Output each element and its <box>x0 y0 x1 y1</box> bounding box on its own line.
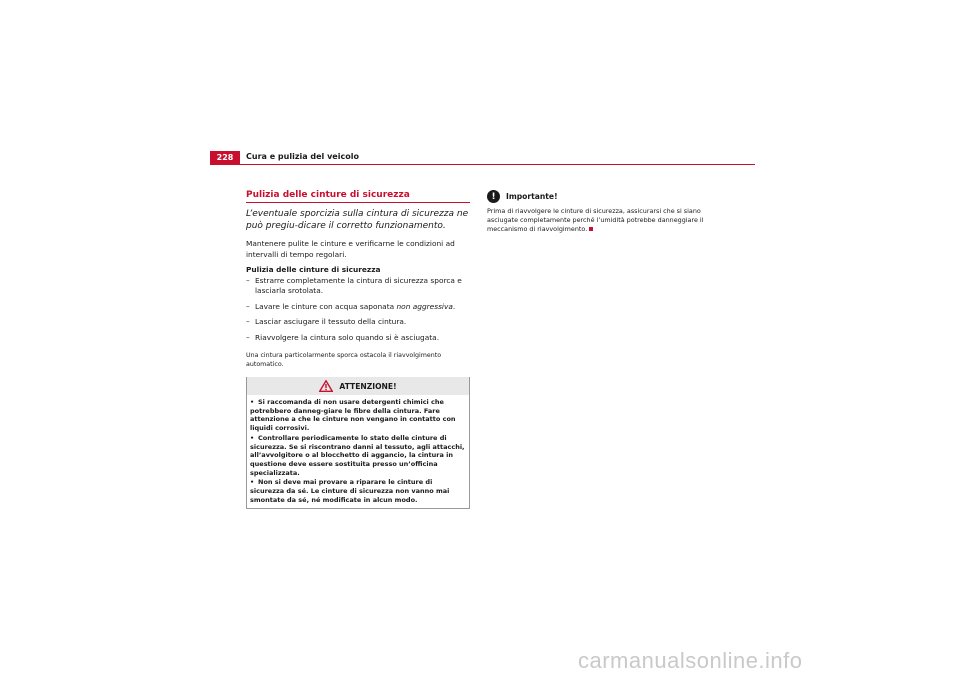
right-column <box>487 190 719 234</box>
important-text: Prima di riavvolgere le cinture di sicurezza, assicurarsi che si siano asciugate completamente perché l’umidità potrebbe danneggiare il meccanismo di riavvolgimento. <box>487 207 704 233</box>
section-title: Pulizia delle cinture di sicurezza <box>246 190 410 200</box>
step-text: Riavvolgere la cintura solo quando si è asciugata. <box>255 332 440 342</box>
subheading: Pulizia delle cinture di sicurezza <box>246 265 381 274</box>
warning-triangle-icon <box>319 380 333 392</box>
header-rule <box>210 164 755 165</box>
important-title: Importante! <box>506 192 558 201</box>
bullet-icon: • <box>250 433 255 442</box>
step-text: Lavare le cinture con acqua saponata non aggressiva. <box>255 301 456 311</box>
warning-box <box>246 377 470 509</box>
important-header <box>487 190 719 203</box>
watermark: carmanualsonline.info <box>578 648 803 673</box>
warning-item: • Si raccomanda di non usare detergenti chimici che potrebbero danneg-giare le fibre della cintura. Fare attenzione a che le cinture non vengano in contatto con liquidi corrosivi. <box>250 398 456 433</box>
step-item <box>246 302 470 313</box>
end-mark-icon <box>589 227 593 231</box>
step-item <box>246 333 470 344</box>
note-text: Una cintura particolarmente sporca ostacola il riavvolgimento automatico. <box>246 352 442 368</box>
intro-paragraph: Mantenere pulite le cinture e verificarne le condizioni ad intervalli di tempo regolari. <box>246 239 455 259</box>
running-title: Cura e pulizia del veicolo <box>246 152 359 161</box>
warning-item: • Controllare periodicamente lo stato delle cinture di sicurezza. Se si riscontrano danni al tessuto, agli attacchi, all’avvolgitore o al blocchetto di aggancio, la cintura in questione deve essere sostituita presso un’officina specializzata. <box>250 433 465 477</box>
step-dash: – <box>246 317 250 326</box>
step-text: Lasciar asciugare il tessuto della cintura. <box>255 317 407 326</box>
step-text: Estrarre completamente la cintura di sicurezza sporca e lasciarla srotolata. <box>255 275 462 295</box>
step-item <box>246 276 470 297</box>
step-dash: – <box>246 275 250 285</box>
warning-header <box>247 377 469 395</box>
warning-title: ATTENZIONE! <box>339 381 397 391</box>
bullet-icon: • <box>250 478 255 487</box>
warning-item: • Non si deve mai provare a riparare le cinture di sicurezza da sé. Le cinture di sicurezza non vanno mai smontate da sé, né modificate in alcun modo. <box>250 478 450 504</box>
step-item <box>246 317 470 328</box>
left-column <box>246 190 470 509</box>
emphasis-text: non aggressiva <box>396 301 453 311</box>
step-dash: – <box>246 301 250 311</box>
exclamation-icon: ! <box>487 190 500 203</box>
step-dash: – <box>246 332 250 342</box>
page-number: 228 <box>210 151 240 164</box>
bullet-icon: • <box>250 398 255 406</box>
section-rule <box>246 202 470 203</box>
section-lead: L’eventuale sporcizia sulla cintura di sicurezza ne può pregiu-dicare il corretto funzionamento. <box>246 209 469 231</box>
